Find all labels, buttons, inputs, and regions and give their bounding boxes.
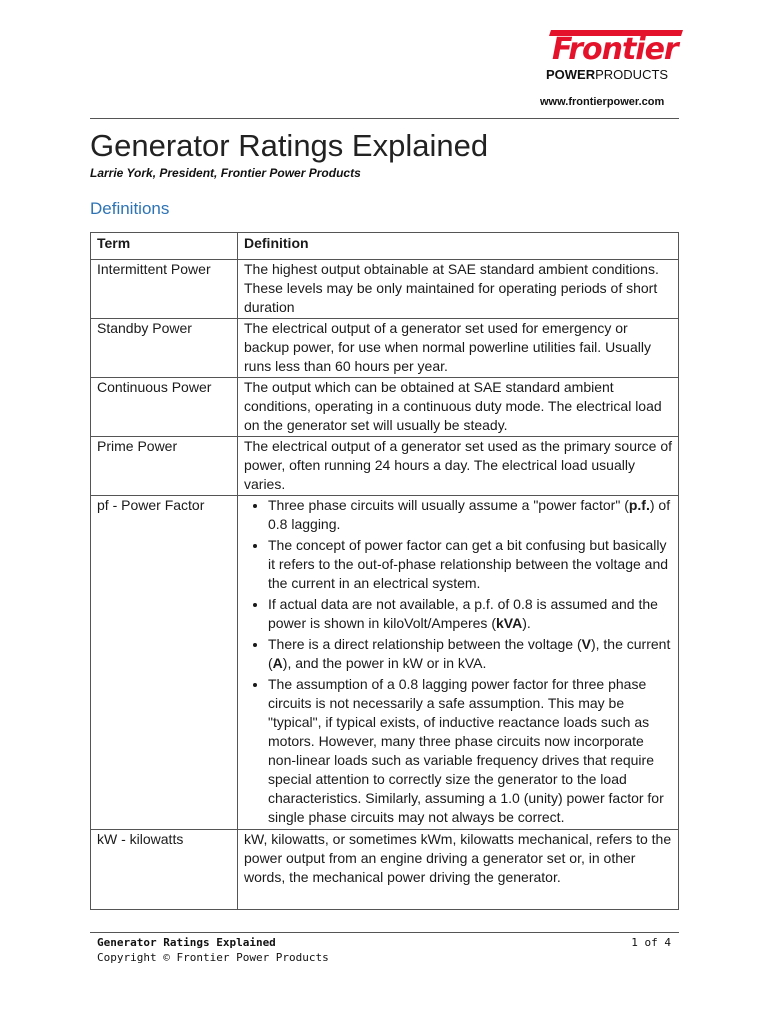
bullet-text: The concept of power factor can get a bit confusing but basically it refers to the out-of-phase relationship between the voltage and the current in an electrical system.	[268, 537, 669, 591]
term-cell: Standby Power	[91, 319, 238, 378]
definition-cell: The electrical output of a generator set used for emergency or backup power, for use when normal powerline utilities fail. Usually runs less than 60 hours per year.	[238, 319, 679, 378]
bullet-text: Three phase circuits will usually assume a "power factor" (	[268, 497, 629, 513]
bullet-text: The assumption of a 0.8 lagging power factor for three phase circuits is not necessarily a safe assumption. This may be "typical", if typical exists, of inductive reactance loads such as motors. However, many three phase circuits now incorporate non-linear loads such as variable frequency drives that require special attention to correctly size the generator to the load characteristics. Similarly, assuming a 1.0 (unity) power factor for single phase circuits may not always be correct.	[268, 676, 664, 825]
bullet-bold: p.f.	[628, 497, 650, 513]
footer-copyright: Copyright © Frontier Power Products	[97, 951, 329, 964]
table-row	[91, 437, 679, 496]
company-logo	[540, 30, 690, 82]
bullet-bold: A	[272, 655, 283, 671]
logo-subtitle	[546, 67, 668, 82]
column-header-definition: Definition	[238, 233, 679, 260]
footer-divider	[90, 932, 679, 933]
bullet-bold: kVA	[496, 615, 523, 631]
logo-sub-bold: POWER	[546, 67, 596, 82]
section-heading: Definitions	[90, 199, 170, 218]
bullet-text: There is a direct relationship between the voltage (	[268, 636, 582, 652]
bullet-text: ) of 0.8 lagging.	[268, 497, 671, 532]
table-row	[91, 378, 679, 437]
definition-cell: The highest output obtainable at SAE standard ambient conditions. These levels may be only maintained for operating periods of short duration	[238, 260, 679, 319]
company-url[interactable]: www.frontierpower.com	[540, 96, 665, 108]
list-item	[268, 536, 672, 593]
header-divider	[90, 118, 679, 119]
list-item	[268, 675, 672, 827]
bullet-text: ).	[522, 615, 531, 631]
column-header-term: Term	[91, 233, 238, 260]
definition-cell: The electrical output of a generator set used as the primary source of power, often running 24 hours a day. The electrical load usually varies.	[238, 437, 679, 496]
list-item	[268, 496, 672, 534]
term-cell: Prime Power	[91, 437, 238, 496]
document-author: Larrie York, President, Frontier Power Products	[90, 166, 361, 180]
bullet-text: ), the current (	[268, 636, 671, 671]
bullet-text: ), and the power in kW or in kVA.	[282, 655, 487, 671]
page-number: 1 of 4	[631, 936, 671, 949]
power-factor-bullet-list	[244, 496, 672, 827]
term-cell: kW - kilowatts	[91, 830, 238, 910]
list-item	[268, 635, 672, 673]
definition-cell	[238, 496, 679, 830]
definition-cell: kW, kilowatts, or sometimes kWm, kilowatts mechanical, refers to the power output from an engine driving a generator set or, in other words, the mechanical power driving the generator.	[238, 830, 679, 910]
logo-sub-light: PRODUCTS	[595, 67, 669, 82]
bullet-bold: V	[581, 636, 591, 652]
logo-wordmark	[540, 30, 690, 70]
footer-title: Generator Ratings Explained	[97, 936, 276, 949]
definitions-table	[90, 232, 679, 910]
logo-brand-text: Frontier	[552, 32, 678, 67]
table-row	[91, 260, 679, 319]
definition-cell: The output which can be obtained at SAE standard ambient conditions, operating in a continuous duty mode. The electrical load on the generator set will usually be steady.	[238, 378, 679, 437]
bullet-text: If actual data are not available, a p.f. of 0.8 is assumed and the power is shown in kiloVolt/Amperes (	[268, 596, 658, 631]
term-cell: Continuous Power	[91, 378, 238, 437]
document-title: Generator Ratings Explained	[90, 128, 489, 163]
term-cell: Intermittent Power	[91, 260, 238, 319]
list-item	[268, 595, 672, 633]
term-cell: pf - Power Factor	[91, 496, 238, 830]
table-header-row	[91, 233, 679, 260]
table-row	[91, 319, 679, 378]
table-row	[91, 496, 679, 830]
table-row	[91, 830, 679, 910]
